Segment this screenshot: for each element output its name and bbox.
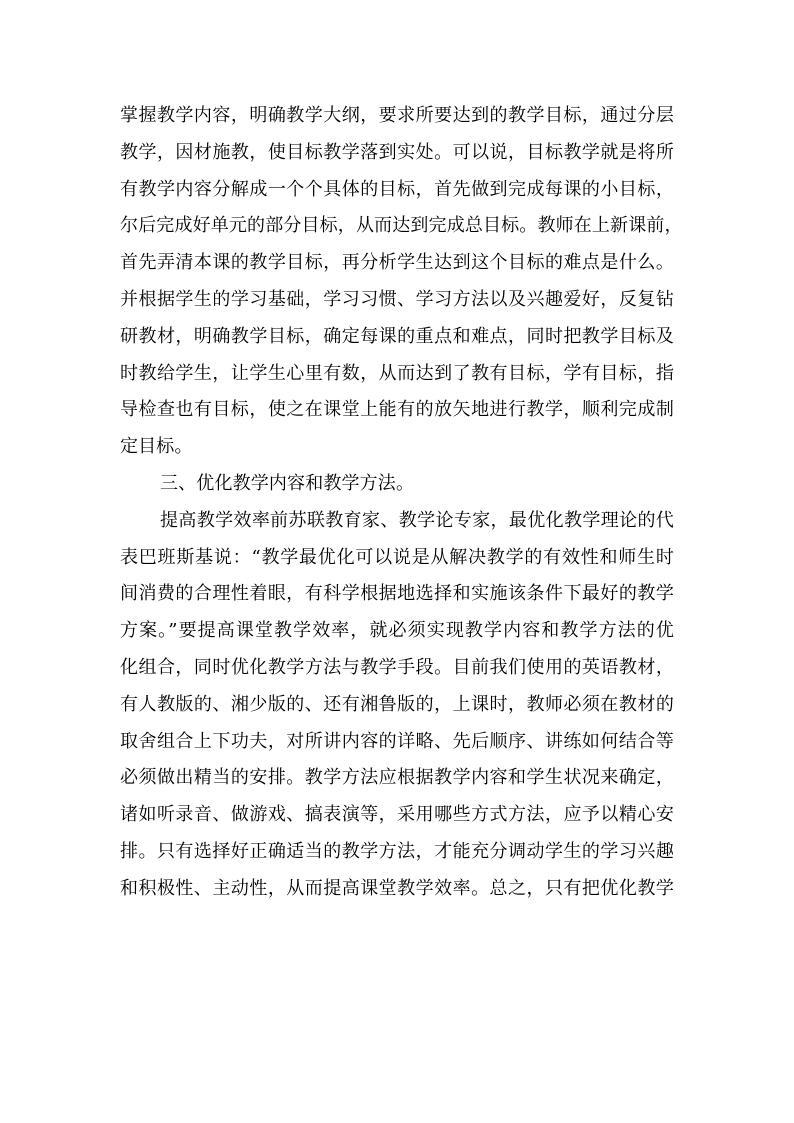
text-line: 有教学内容分解成一个个具体的目标，首先做到完成每课的小目标， xyxy=(120,178,674,200)
text-line: 方案。”要提高课堂教学效率，就必须实现教学内容和教学方法的优 xyxy=(120,620,674,642)
text-line: 掌握教学内容，明确教学大纲，要求所要达到的教学目标，通过分层 xyxy=(120,105,674,126)
text-line: 提高教学效率前苏联教育家、教学论专家，最优化教学理论的代 xyxy=(160,509,674,531)
text-line: 有人教版的、湘少版的、还有湘鲁版的，上课时，教师必须在教材的 xyxy=(120,693,674,715)
text-line: 表巴班斯基说：“教学最优化可以说是从解决教学的有效性和师生时 xyxy=(120,546,674,568)
text-line: 化组合，同时优化教学方法与教学手段。目前我们使用的英语教材， xyxy=(120,656,674,678)
text-line: 排。只有选择好正确适当的教学方法，才能充分调动学生的学习兴趣 xyxy=(120,840,674,862)
text-line: 间消费的合理性着眼，有科学根据地选择和实施该条件下最好的教学 xyxy=(120,583,674,605)
text-line: 取舍组合上下功夫，对所讲内容的详略、先后顺序、讲练如何结合等 xyxy=(120,730,674,752)
document-page xyxy=(120,98,683,908)
text-line: 研教材，明确教学目标，确定每课的重点和难点，同时把教学目标及 xyxy=(120,325,674,347)
text-line: 时教给学生，让学生心里有数，从而达到了教有目标，学有目标，指 xyxy=(120,362,674,384)
text-line: 导检查也有目标，使之在课堂上能有的放矢地进行教学，顺利完成制 xyxy=(120,399,674,421)
text-line: 并根据学生的学习基础，学习习惯、学习方法以及兴趣爱好，反复钻 xyxy=(120,288,674,310)
section-heading: 三、优化教学内容和教学方法。 xyxy=(160,472,415,494)
text-line: 诸如听录音、做游戏、搞表演等，采用哪些方式方法，应予以精心安 xyxy=(120,804,674,826)
text-line: 必须做出精当的安排。教学方法应根据教学内容和学生状况来确定， xyxy=(120,767,674,789)
text-line: 尔后完成好单元的部分目标，从而达到完成总目标。教师在上新课前， xyxy=(120,215,683,237)
text-line: 和积极性、主动性，从而提高课堂教学效率。总之，只有把优化教学 xyxy=(120,877,674,899)
text-line: 首先弄清本课的教学目标，再分析学生达到这个目标的难点是什么。 xyxy=(120,252,674,274)
text-line: 教学，因材施教，使目标教学落到实处。可以说，目标教学就是将所 xyxy=(120,141,674,163)
text-line: 定目标。 xyxy=(120,436,193,458)
